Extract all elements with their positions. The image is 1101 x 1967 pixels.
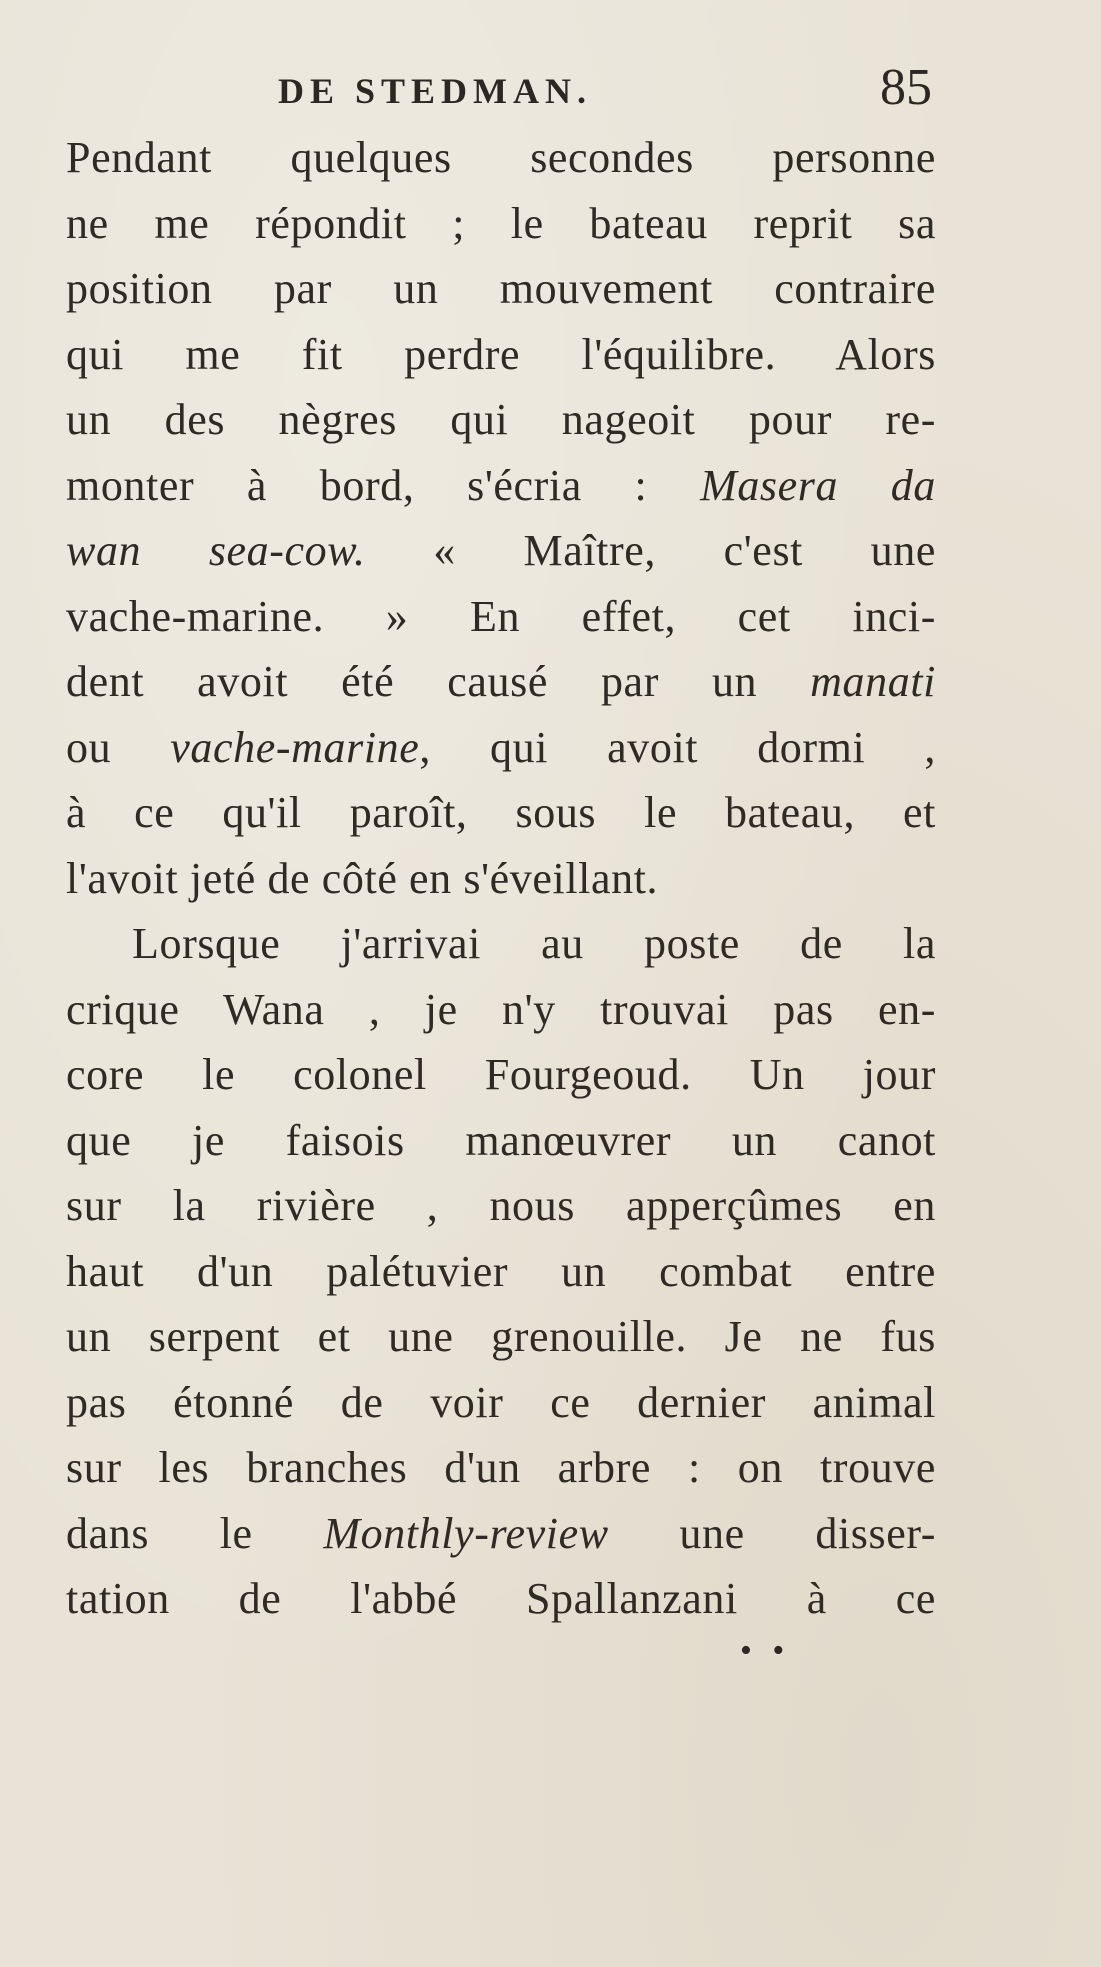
text-line: wan sea-cow. « Maître, c'est une [66,526,936,575]
text-line: crique Wana , je n'y trouvai pas en- [66,984,936,1034]
text-line: haut d'un palétuvier un combat entre [66,1246,936,1296]
text-line: tation de l'abbé Spallanzani à ce [66,1574,936,1623]
text-line: pas étonné de voir ce dernier animal [66,1377,936,1427]
text-line: à ce qu'il paroît, sous le bateau, et [66,788,936,837]
text-line: un serpent et une grenouille. Je ne fus [66,1312,936,1361]
italic-term: manati [810,657,936,706]
italic-quote: wan sea-cow. [66,526,366,575]
text-line: sur les branches d'un arbre : on trouve [66,1443,936,1492]
text-line: position par un mouvement contraire [66,264,936,313]
text-line: dent avoit été causé par un manati [66,657,936,706]
text-line: vache-marine. » En effet, cet inci- [66,591,936,641]
text-line: que je faisois manœuvrer un canot [66,1115,936,1165]
text-line: ou vache-marine, qui avoit dormi , [66,722,936,772]
body-text [66,125,936,1632]
text-line: ne me répondit ; le bateau reprit sa [66,198,936,248]
text-line: Pendant quelques secondes personne [66,133,936,182]
text-line: core le colonel Fourgeoud. Un jour [66,1050,936,1099]
running-head: DE STEDMAN. [278,71,593,111]
text-line: monter à bord, s'écria : Masera da [66,460,936,510]
text-line: Lorsque j'arrivai au poste de la [132,919,936,968]
page-header [66,58,936,118]
text-line: l'avoit jeté de côté en s'éveillant. [66,853,659,903]
text-line: qui me fit perdre l'équilibre. Alors [66,329,936,379]
signature-mark: • • [740,1632,791,1669]
italic-term: vache-marine [170,722,420,772]
text-line: un des nègres qui nageoit pour re- [66,395,936,444]
text-line: dans le Monthly-review une disser- [66,1508,936,1558]
italic-quote: Masera da [700,460,936,510]
italic-title: Monthly-review [323,1508,609,1558]
text-line: sur la rivière , nous apperçûmes en [66,1181,936,1230]
page-number: 85 [880,59,932,116]
